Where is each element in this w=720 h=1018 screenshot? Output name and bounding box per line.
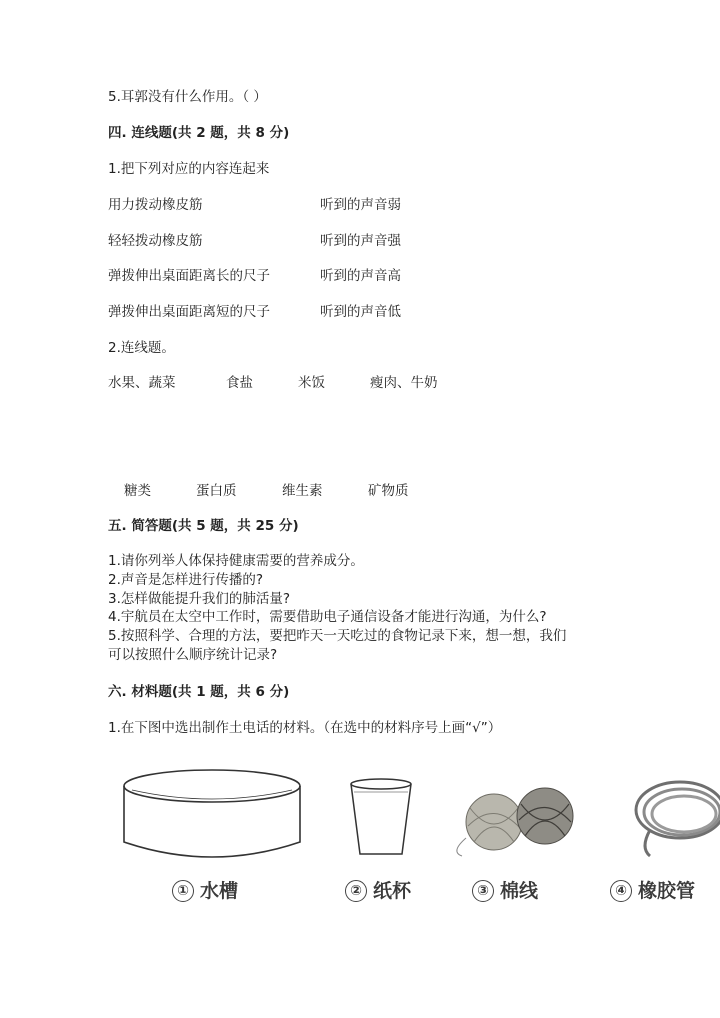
material-caption: [172, 876, 238, 903]
short-answer-question: 2.声音是怎样进行传播的?: [108, 571, 264, 588]
match-right-item: 听到的声音弱: [320, 197, 401, 213]
match-right-item: 听到的声音高: [320, 268, 401, 284]
material-name: 纸杯: [373, 880, 412, 902]
cotton-thread-icon: [457, 788, 573, 856]
section-6-heading: 六. 材料题(共 1 题，共 6 分): [108, 684, 290, 700]
food-item: 米饭: [298, 375, 325, 391]
material-number[interactable]: ②: [345, 880, 367, 902]
short-answer-question: 5.按照科学、合理的方法，要把昨天一天吃过的食物记录下来，想一想，我们: [108, 628, 567, 645]
nutrient-item: 矿物质: [368, 483, 409, 499]
material-caption: [610, 876, 695, 903]
material-name: 水槽: [200, 880, 239, 902]
nutrient-item: 蛋白质: [196, 483, 237, 499]
match-left-item: 轻轻拨动橡皮筋: [108, 233, 203, 249]
material-caption: [345, 876, 411, 903]
paper-cup-icon: [351, 779, 411, 854]
food-item: 瘦肉、牛奶: [370, 375, 438, 391]
nutrient-item: 糖类: [124, 483, 151, 499]
material-name: 棉线: [500, 880, 539, 902]
matching-q1-title: 1.把下列对应的内容连起来: [108, 161, 270, 177]
short-answer-question: 4.宇航员在太空中工作时，需要借助电子通信设备才能进行沟通，为什么?: [108, 609, 547, 626]
water-trough-icon: [124, 770, 300, 857]
short-answer-question: 1.请你列举人体保持健康需要的营养成分。: [108, 553, 364, 569]
food-item: 水果、蔬菜: [108, 375, 176, 391]
food-item: 食盐: [226, 375, 253, 391]
question-5-ear: 5.耳郭没有什么作用。（ ）: [108, 89, 267, 105]
match-left-item: 弹拨伸出桌面距离短的尺子: [108, 304, 270, 320]
rubber-tube-icon: [636, 782, 720, 856]
matching-q2-title: 2.连线题。: [108, 340, 175, 356]
material-caption: [472, 876, 538, 903]
match-right-item: 听到的声音低: [320, 304, 401, 320]
nutrient-item: 维生素: [282, 483, 323, 499]
section-5-heading: 五. 简答题(共 5 题，共 25 分): [108, 518, 299, 534]
short-answer-question: 可以按照什么顺序统计记录?: [108, 646, 278, 663]
match-left-item: 弹拨伸出桌面距离长的尺子: [108, 268, 270, 284]
short-answer-question: 3.怎样做能提升我们的肺活量?: [108, 590, 291, 607]
match-left-item: 用力拨动橡皮筋: [108, 197, 203, 213]
material-number[interactable]: ③: [472, 880, 494, 902]
material-number[interactable]: ④: [610, 880, 632, 902]
material-q1-text: 1.在下图中选出制作土电话的材料。（在选中的材料序号上画“√”）: [108, 720, 502, 736]
match-right-item: 听到的声音强: [320, 233, 401, 249]
section-4-heading: 四. 连线题(共 2 题，共 8 分): [108, 125, 290, 141]
material-number[interactable]: ①: [172, 880, 194, 902]
material-name: 橡胶管: [638, 880, 696, 902]
